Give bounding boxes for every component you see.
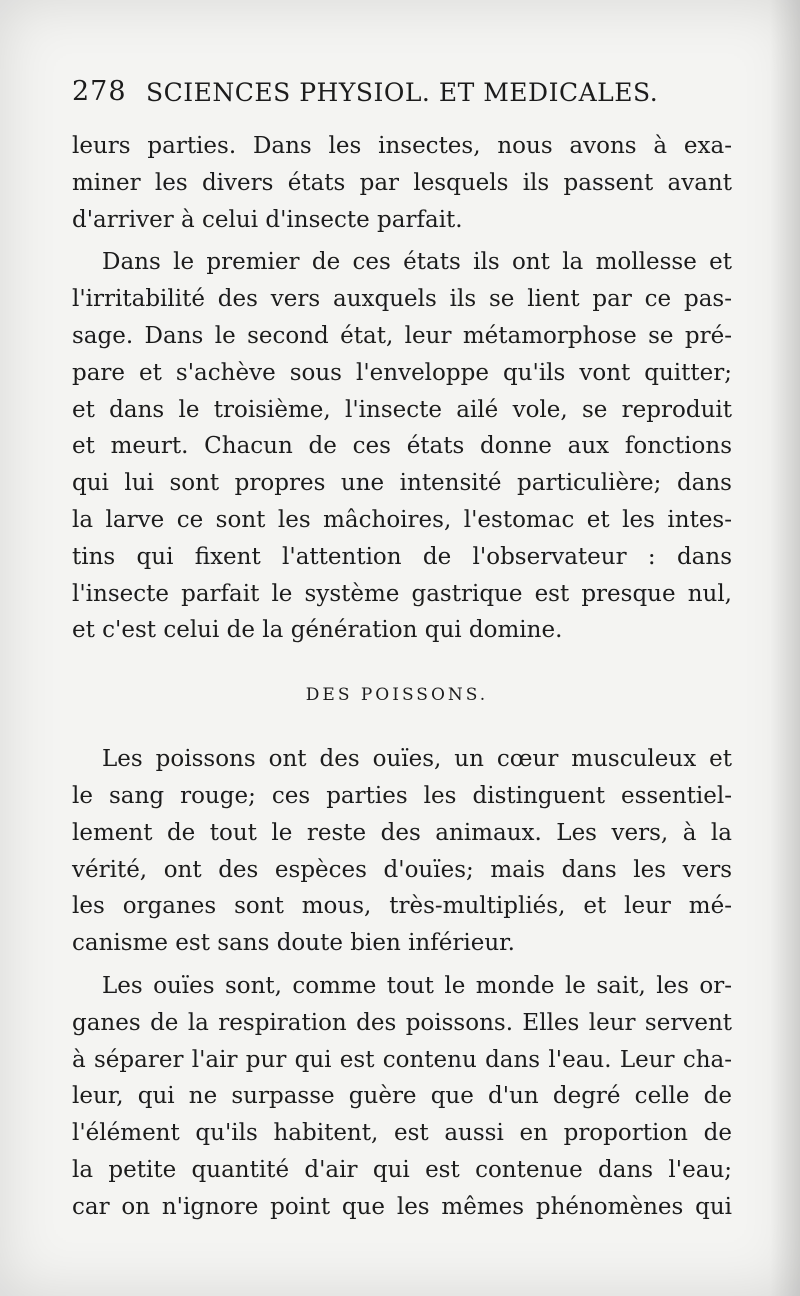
- text-line: les organes sont mous, très-multipliés, et leur mé-: [72, 893, 732, 920]
- text-line: et meurt. Chacun de ces états donne aux fonctions: [72, 433, 732, 460]
- text-line: l'insecte parfait le système gastrique est presque nul,: [72, 580, 732, 607]
- text-line: vérité, ont des espèces d'ouïes; mais dans les vers: [72, 856, 732, 883]
- text-line: le sang rouge; ces parties les distinguent essentiel-: [72, 782, 732, 809]
- page-body: [72, 128, 742, 1226]
- text-line: d'arriver à celui d'insecte parfait.: [72, 206, 463, 233]
- paragraph: [72, 968, 742, 1226]
- text-line: qui lui sont propres une intensité particulière; dans: [72, 470, 732, 497]
- text-line: à séparer l'air pur qui est contenu dans l'eau. Leur cha-: [72, 1046, 732, 1073]
- text-line: Les poissons ont des ouïes, un cœur musculeux et: [102, 746, 732, 773]
- text-line: Dans le premier de ces états ils ont la mollesse et: [102, 249, 732, 276]
- text-line: sage. Dans le second état, leur métamorphose se pré-: [72, 322, 732, 349]
- text-line: la petite quantité d'air qui est contenue dans l'eau;: [72, 1156, 732, 1183]
- paragraph: [72, 244, 742, 649]
- text-line: la larve ce sont les mâchoires, l'estomac et les intes-: [72, 506, 732, 533]
- text-line: lement de tout le reste des animaux. Les vers, à la: [72, 819, 732, 846]
- text-line: ganes de la respiration des poissons. Elles leur servent: [72, 1009, 732, 1036]
- text-line: l'irritabilité des vers auxquels ils se lient par ce pas-: [72, 286, 732, 313]
- text-line: Les ouïes sont, comme tout le monde le sait, les or-: [102, 972, 732, 999]
- text-line: et c'est celui de la génération qui domine.: [72, 617, 563, 644]
- text-line: canisme est sans doute bien inférieur.: [72, 930, 515, 957]
- page-header: [72, 76, 712, 116]
- text-line: leur, qui ne surpasse guère que d'un degré celle de: [72, 1083, 732, 1110]
- page-number: 278: [72, 76, 127, 107]
- paragraph: [72, 741, 742, 962]
- page-edge-shadow: [770, 0, 800, 1296]
- text-line: l'élément qu'ils habitent, est aussi en proportion de: [72, 1120, 732, 1147]
- text-line: miner les divers états par lesquels ils passent avant: [72, 169, 732, 196]
- text-line: leurs parties. Dans les insectes, nous avons à exa-: [72, 133, 732, 159]
- paragraph: [72, 128, 742, 238]
- text-line: pare et s'achève sous l'enveloppe qu'ils vont quitter;: [72, 359, 732, 386]
- running-head: SCIENCES PHYSIOL. ET MEDICALES.: [146, 78, 659, 107]
- text-line: tins qui fixent l'attention de l'observateur : dans: [72, 543, 732, 570]
- text-line: et dans le troisième, l'insecte ailé vole, se reproduit: [72, 396, 732, 423]
- section-heading: DES POISSONS.: [305, 685, 489, 706]
- text-line: car on n'ignore point que les mêmes phénomènes qui: [72, 1193, 732, 1220]
